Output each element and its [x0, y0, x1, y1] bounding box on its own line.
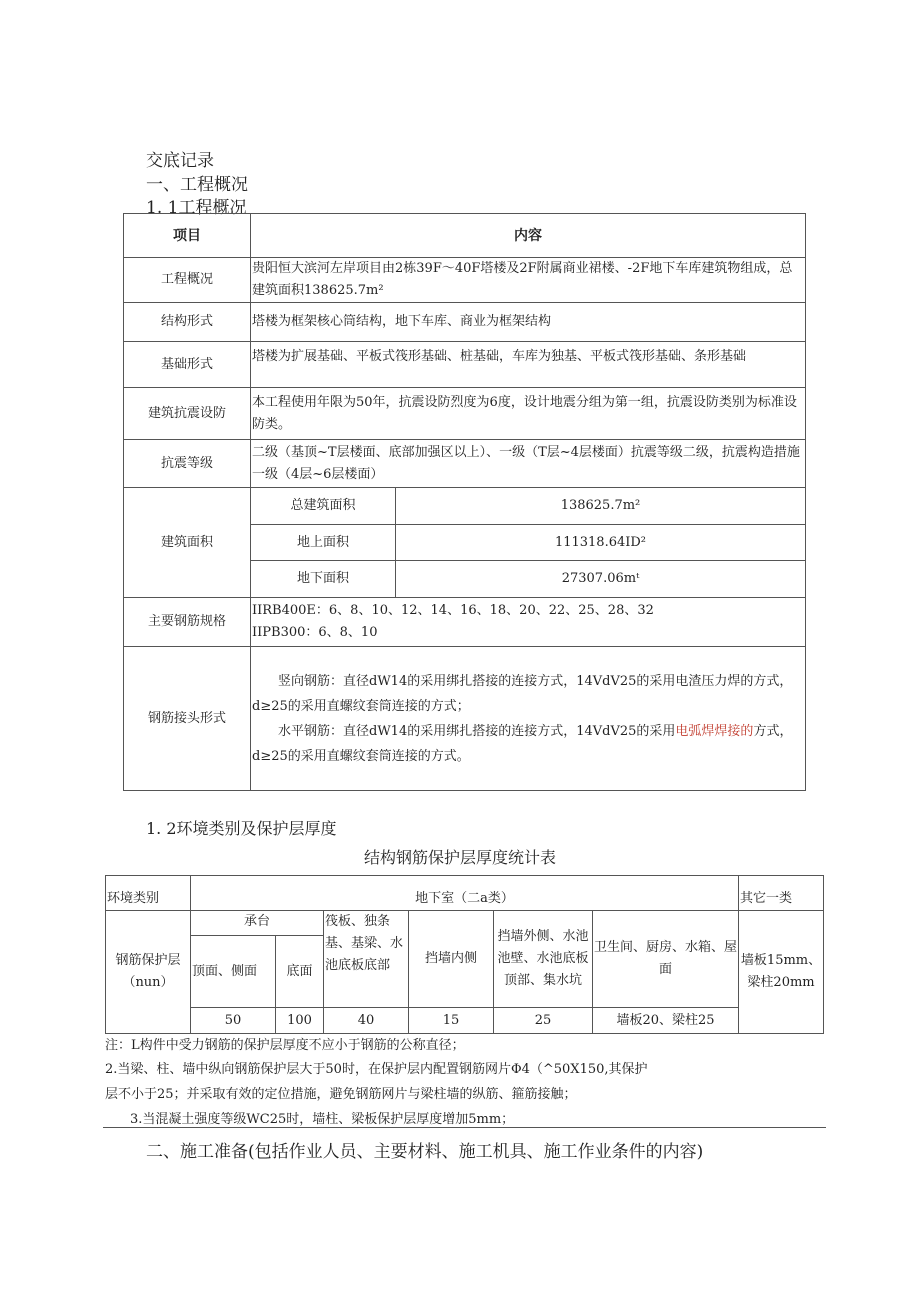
- rebar-label: 主要钢筋规格: [124, 598, 251, 647]
- note-3: 3.当混凝土强度等级WC25时，墙柱、梁板保护层厚度增加5mm；: [130, 1112, 515, 1127]
- header-content: 内容: [251, 214, 806, 258]
- other-header: 其它一类: [739, 876, 824, 911]
- area-name: 总建筑面积: [251, 488, 396, 525]
- row-label: 工程概况: [124, 258, 251, 303]
- row-content: 二级（基顶~T层楼面、底部加强区以上）、一级（T层~4层楼面）抗震等级二级，抗震构造措施一级（4层~6层楼面）: [251, 440, 806, 488]
- rebar-content: IIRB400E：6、8、10、12、14、16、18、20、22、25、28、32 IIPB300：6、8、10: [251, 598, 806, 647]
- note-2: 2.当梁、柱、墙中纵向钢筋保护层大于50时，在保护层内配置钢筋网片Φ4（^50X150,其保护: [105, 1062, 648, 1077]
- row-label: 基础形式: [124, 342, 251, 388]
- row-content: 塔楼为框架核心筒结构，地下车库、商业为框架结构: [251, 303, 806, 342]
- value: 40: [324, 1008, 409, 1034]
- section-1-heading: 一、工程概况: [146, 175, 248, 195]
- area-value: 111318.64ID²: [396, 525, 806, 561]
- value: 50: [191, 1008, 276, 1034]
- value: 100: [276, 1008, 324, 1034]
- other-value: 墙板15mm、梁柱20mm: [739, 911, 824, 1034]
- basement-header: 地下室（二a类）: [191, 876, 739, 911]
- record-title: 交底记录: [146, 151, 214, 171]
- cover-label: 钢筋保护层（nun）: [106, 911, 191, 1034]
- row-label: 抗震等级: [124, 440, 251, 488]
- value: 墙板20、梁柱25: [593, 1008, 739, 1034]
- col-bathroom: 卫生间、厨房、水箱、屋面: [593, 911, 739, 1008]
- col-raft: 筏板、独条基、基梁、水池底板底部: [324, 911, 409, 1008]
- value: 25: [494, 1008, 593, 1034]
- row-label: 建筑抗震设防: [124, 388, 251, 440]
- row-content: 本工程使用年限为50年，抗震设防烈度为6度，设计地震分组为第一组，抗震设防类别为标准设防类。: [251, 388, 806, 440]
- divider: [103, 1127, 826, 1128]
- project-overview-table: [123, 213, 806, 791]
- row-content: 塔楼为扩展基础、平板式筏形基础、桩基础，车库为独基、平板式筏形基础、条形基础: [251, 342, 806, 388]
- col-inner-wall: 挡墙内侧: [409, 911, 494, 1008]
- subsection-1-2-heading: 1. 2环境类别及保护层厚度: [146, 819, 337, 838]
- note-2-cont: 层不小于25；并采取有效的定位措施，避免钢筋网片与梁柱墙的纵筋、箍筋接触；: [105, 1087, 577, 1102]
- area-name: 地上面积: [251, 525, 396, 561]
- subsection-1-1-heading: 1. 1工程概况: [146, 198, 247, 218]
- cap-top: 顶面、侧面: [191, 936, 276, 1008]
- cap-bottom: 底面: [276, 936, 324, 1008]
- note-1: 注：L构件中受力钢筋的保护层厚度不应小于钢筋的公称直径；: [105, 1038, 465, 1053]
- area-name: 地下面积: [251, 561, 396, 598]
- value: 15: [409, 1008, 494, 1034]
- area-label: 建筑面积: [124, 488, 251, 598]
- cover-thickness-table: [105, 875, 824, 1034]
- section-2-heading: 二、施工准备(包括作业人员、主要材料、施工机具、施工作业条件的内容): [146, 1142, 704, 1162]
- header-item: 项目: [124, 214, 251, 258]
- cap-header: 承台: [191, 911, 324, 936]
- table2-title: 结构钢筋保护层厚度统计表: [363, 848, 556, 867]
- row-content: 贵阳恒大滨河左岸项目由2栋39F～40F塔楼及2F附属商业裙楼、-2F地下车库建筑物组成，总建筑面积138625.7m²: [251, 258, 806, 303]
- joint-content: 竖向钢筋：直径dW14的采用绑扎搭接的连接方式，14VdV25的采用电渣压力焊的方式，d≥25的采用直螺纹套筒连接的方式； 水平钢筋：直径dW14的采用绑扎搭接的连接方式，14VdV25的采用电弧焊焊接的方式，d≥25的采用直螺纹套筒连接的方式。: [251, 647, 806, 791]
- env-label: 环境类别: [106, 876, 191, 911]
- col-outer-wall: 挡墙外侧、水池池壁、水池底板顶部、集水坑: [494, 911, 593, 1008]
- area-value: 138625.7m²: [396, 488, 806, 525]
- area-value: 27307.06mᵗ: [396, 561, 806, 598]
- row-label: 结构形式: [124, 303, 251, 342]
- joint-label: 钢筋接头形式: [124, 647, 251, 791]
